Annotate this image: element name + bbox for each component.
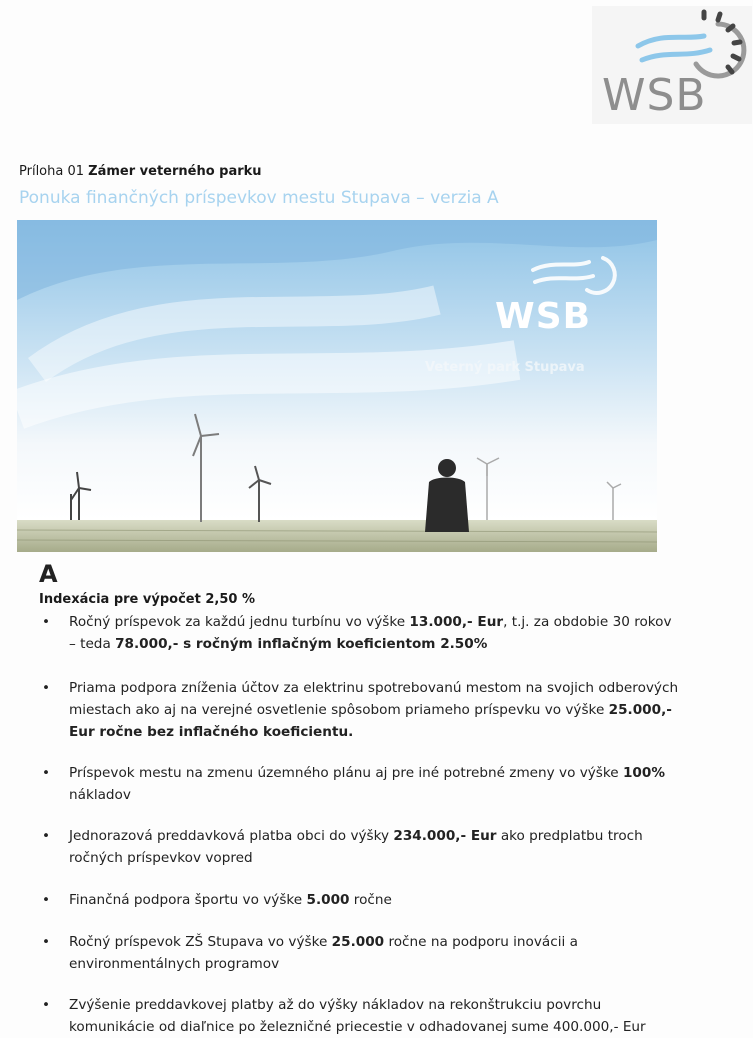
subtitle-prefix: Príloha 01	[19, 164, 85, 179]
banner-image	[17, 220, 657, 552]
subtitle-bold: Zámer veterného parku	[88, 164, 262, 179]
list-item: • Príspevok mestu na zmenu územného plánu aj pre iné potrebné zmeny vo výške 100% nákladov	[40, 762, 680, 806]
document-title: Ponuka finančných príspevkov mestu Stupava – verzia A	[19, 188, 499, 208]
section-letter: A	[39, 560, 58, 588]
banner-logo-text: WSB	[495, 296, 592, 337]
offer-list	[40, 611, 680, 1038]
list-item: • Ročný príspevok ZŠ Stupava vo výške 25.000 ročne na podporu inovácii a environmentálnych programov	[40, 931, 680, 975]
list-item: • Priama podpora zníženia účtov za elektrinu spotrebovanú mestom na svojich odberových miestach ako aj na verejné osvetlenie spôsobom priameho príspevku vo výške 25.000,- Eur ročne bez inflačného koeficientu.	[40, 677, 680, 743]
wind-farm-illustration	[17, 220, 657, 552]
banner-tagline: Veterný park Stupava	[425, 360, 585, 375]
indexation-line: Indexácia pre výpočet 2,50 %	[39, 592, 255, 607]
list-item: • Finančná podpora športu vo výške 5.000 ročne	[40, 889, 680, 911]
list-item: • Zvýšenie preddavkovej platby až do výšky nákladov na rekonštrukciu povrchu komunikácie od diaľnice po železničné priecestie v odhadovanej sume 400.000,- Eur	[40, 994, 680, 1038]
logo-text: WSB	[602, 70, 707, 121]
list-item: • Jednorazová preddavková platba obci do výšky 234.000,- Eur ako predplatbu troch ročných príspevkov vopred	[40, 825, 680, 869]
list-item: • Ročný príspevok za každú jednu turbínu vo výške 13.000,- Eur, t.j. za obdobie 30 rokov – teda 78.000,- s ročným inflačným koeficientom 2.50%	[40, 611, 680, 655]
company-logo	[592, 6, 752, 124]
document-subtitle	[19, 164, 262, 179]
